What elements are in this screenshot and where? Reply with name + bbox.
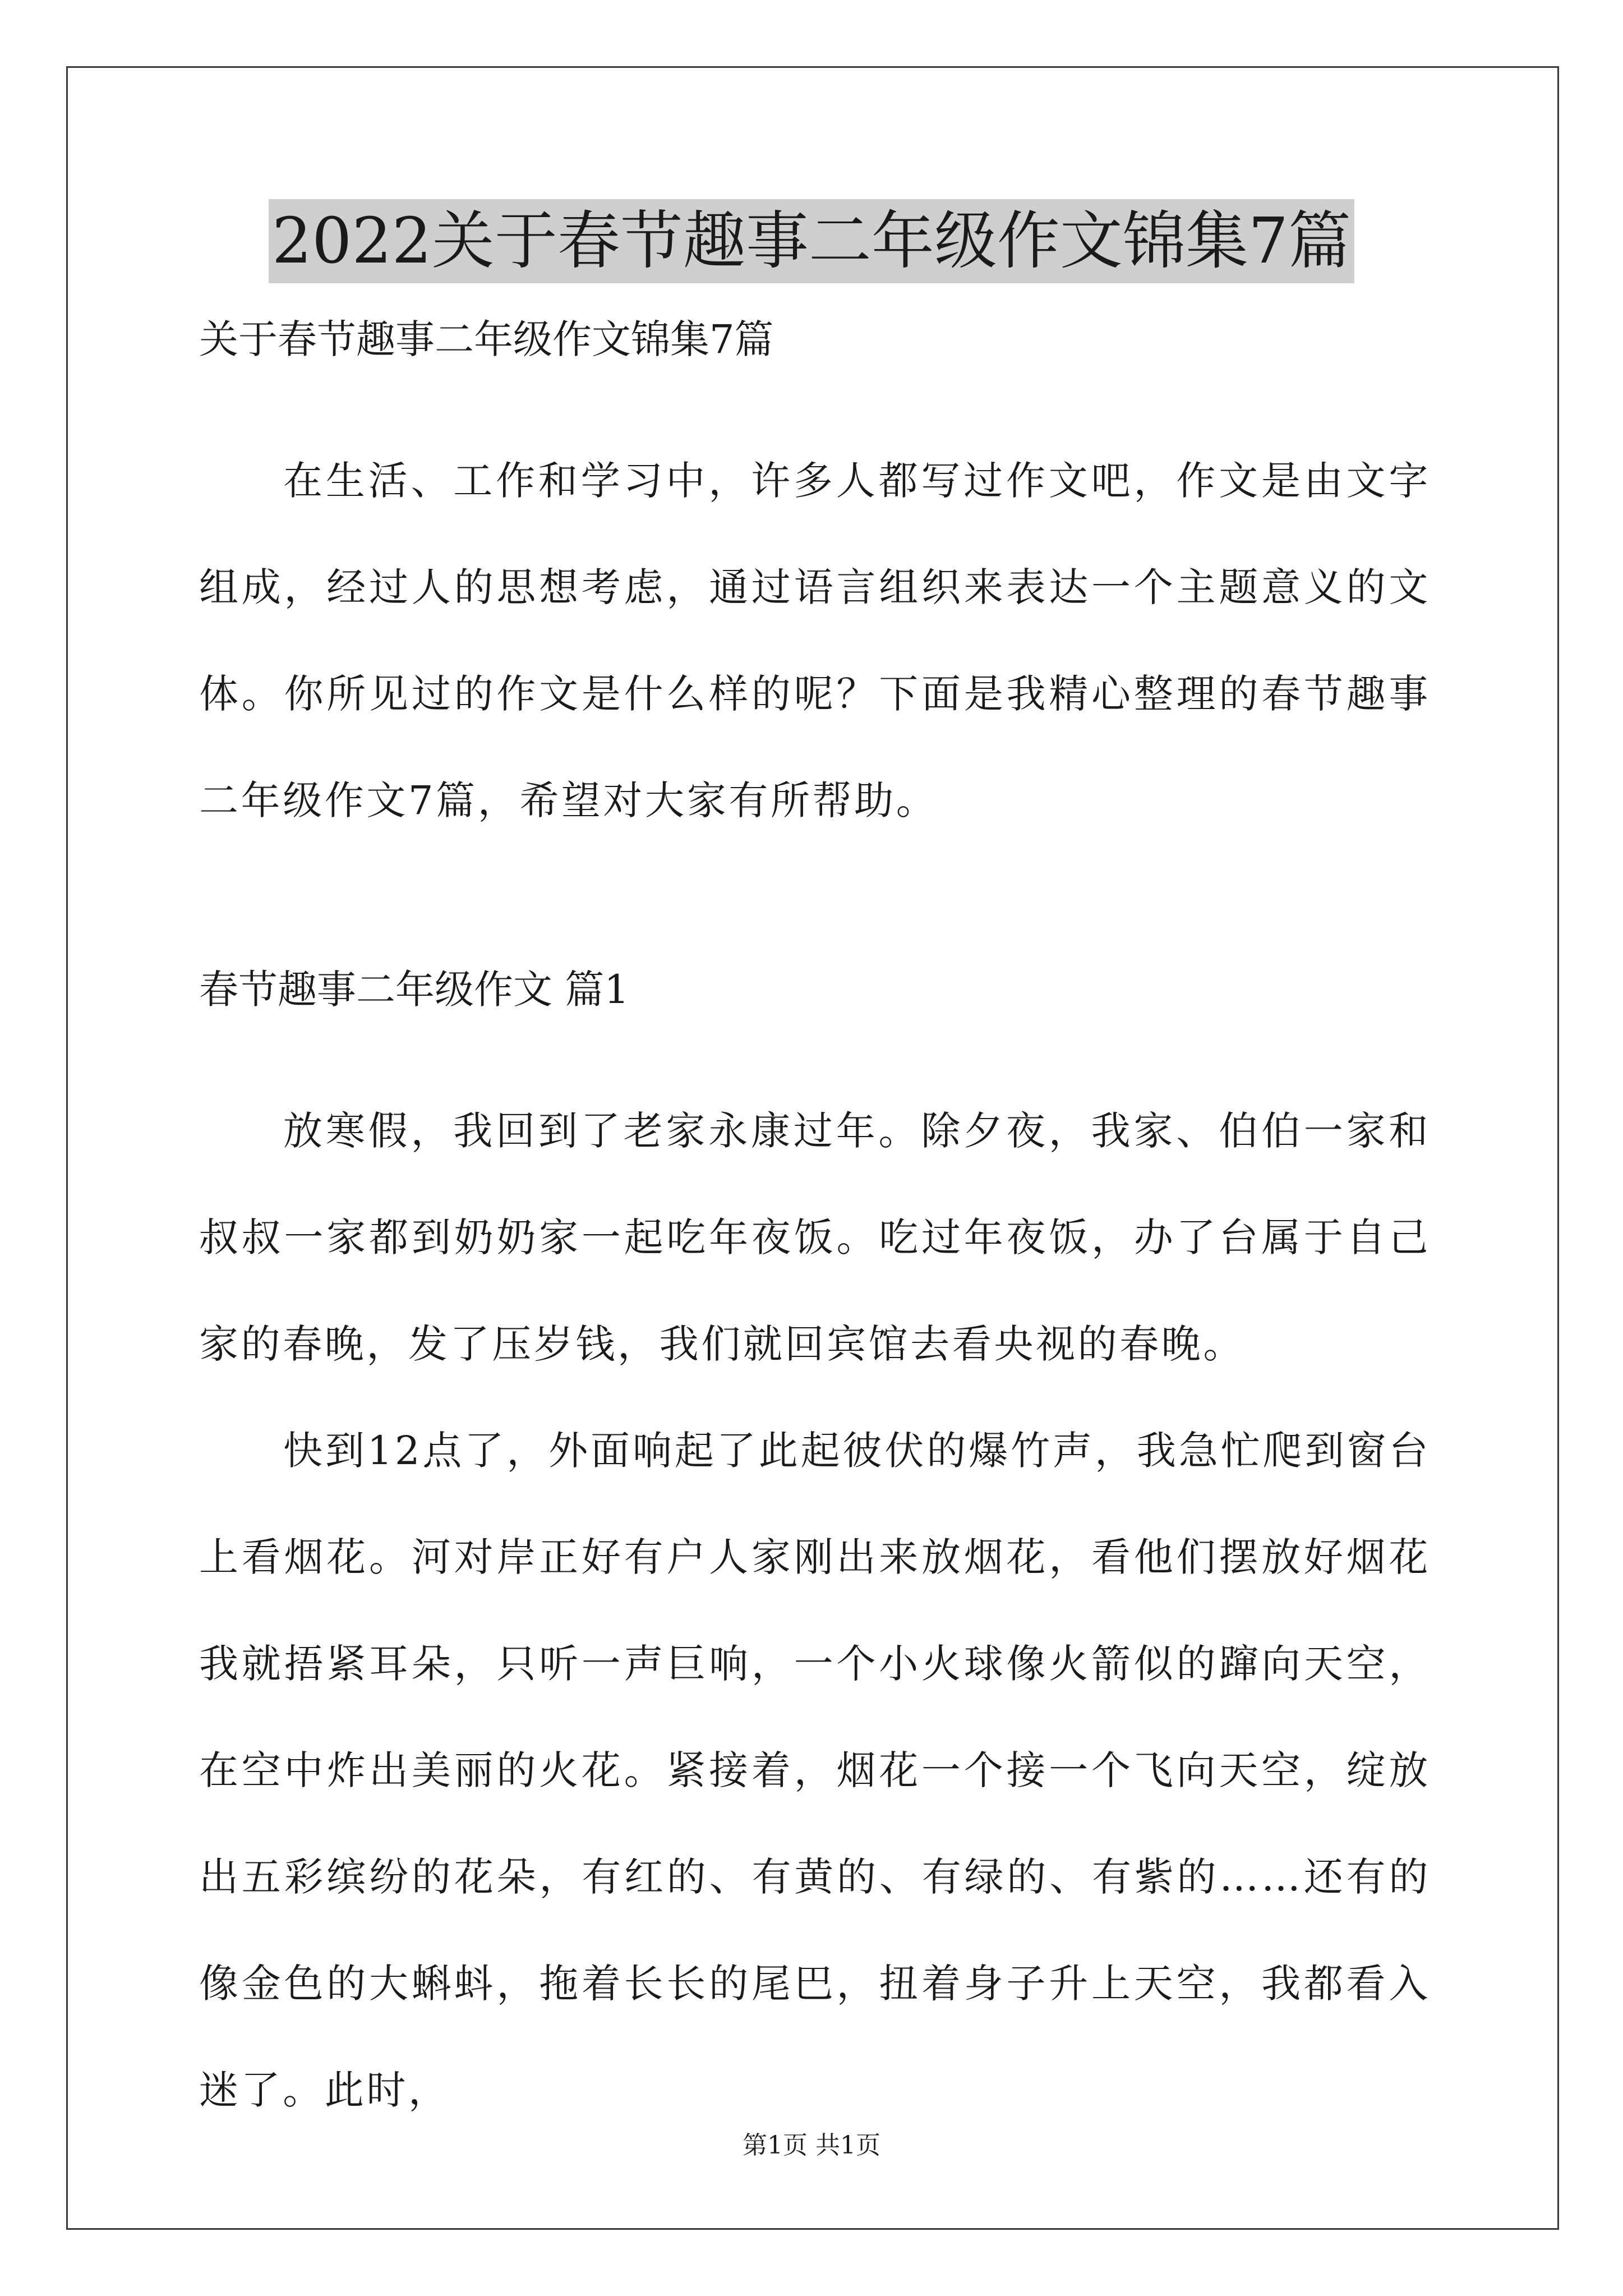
- title-container: [0, 199, 1623, 283]
- document-title: 2022关于春节趣事二年级作文锦集7篇: [269, 199, 1354, 283]
- document-body: [199, 313, 1431, 2143]
- section-heading: 春节趣事二年级作文 篇1: [199, 967, 629, 1013]
- intro-paragraph: 在生活、工作和学习中，许多人都写过作文吧，作文是由文字组成，经过人的思想考虑，通过语言组织来表达一个主题意义的文体。你所见过的作文是什么样的呢？下面是我精心整理的春节趣事二年级作文7篇，希望对大家有所帮助。: [199, 458, 1431, 823]
- document-subtitle: 关于春节趣事二年级作文锦集7篇: [199, 316, 774, 362]
- body-paragraph: 放寒假，我回到了老家永康过年。除夕夜，我家、伯伯一家和叔叔一家都到奶奶家一起吃年夜饭。吃过年夜饭，办了台属于自己家的春晚，发了压岁钱，我们就回宾馆去看央视的春晚。: [199, 1108, 1431, 1367]
- body-paragraph: 快到12点了，外面响起了此起彼伏的爆竹声，我急忙爬到窗台上看烟花。河对岸正好有户人家刚出来放烟花，看他们摆放好烟花我就捂紧耳朵，只听一声巨响，一个小火球像火箭似的蹿向天空，在空中炸出美丽的火花。紧接着，烟花一个接一个飞向天空，绽放出五彩缤纷的花朵，有红的、有黄的、有绿的、有紫的……还有的像金色的大蝌蚪，拖着长长的尾巴，扭着身子升上天空，我都看入迷了。此时，: [199, 1428, 1431, 2113]
- page-footer: 第1页 共1页: [743, 2131, 880, 2160]
